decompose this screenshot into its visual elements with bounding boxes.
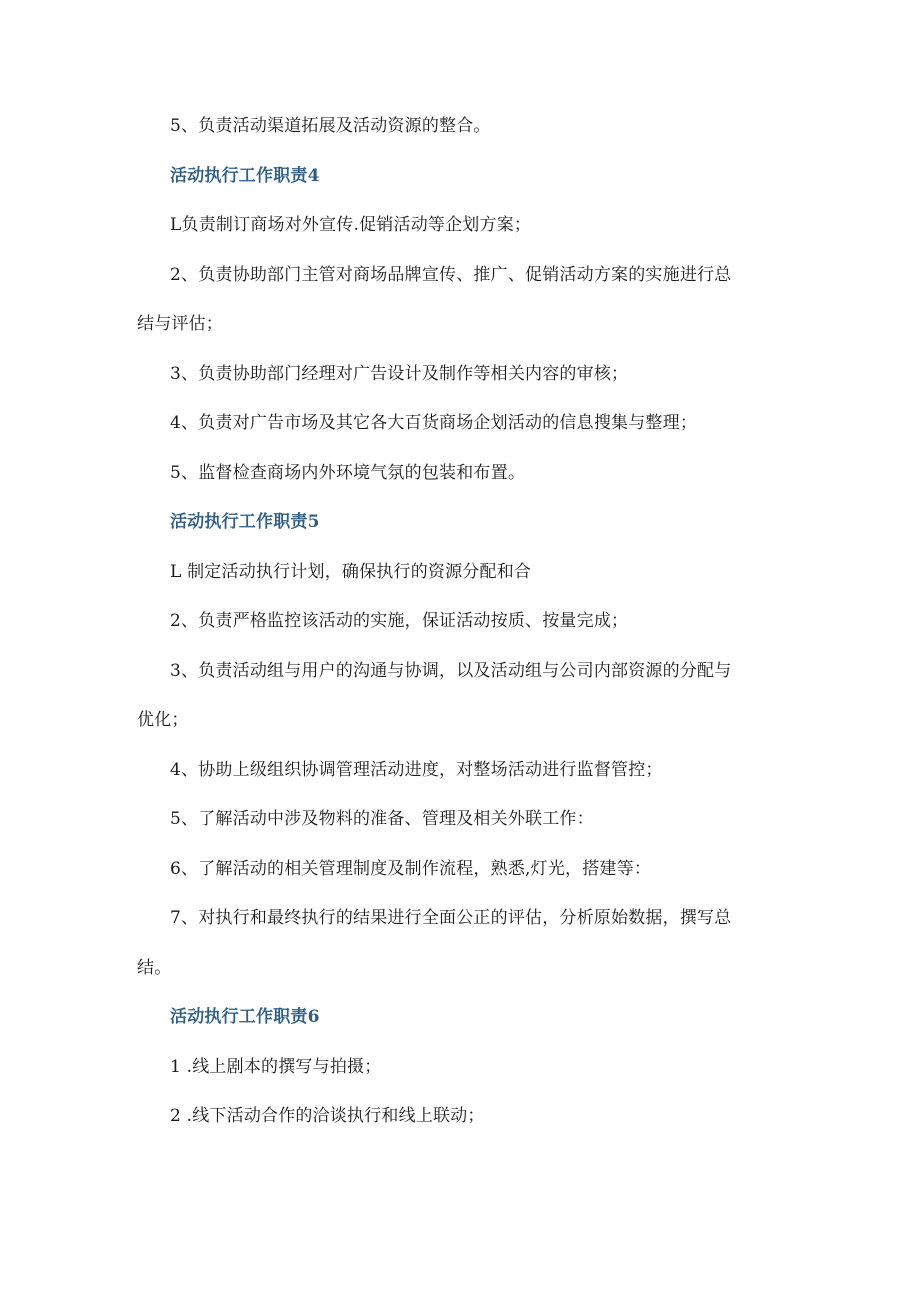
paragraph-continuation: 优化；: [137, 710, 189, 730]
paragraph-continuation: 结。: [137, 957, 172, 978]
section-heading: 活动执行工作职责4: [170, 165, 320, 186]
paragraph-line: 7、对执行和最终执行的结果进行全面公正的评估，分析原始数据，撰写总: [170, 908, 732, 928]
paragraph-line: 1 .线上剧本的撰写与拍摄；: [170, 1056, 382, 1077]
paragraph-line: 2、负责严格监控该活动的实施，保证活动按质、按量完成；: [170, 611, 629, 631]
section-heading: 活动执行工作职责6: [170, 1007, 320, 1027]
paragraph-line: 2 .线下活动合作的洽谈执行和线上联动；: [170, 1106, 485, 1126]
paragraph-line: 3、负责协助部门经理对广告设计及制作等相关内容的审核；: [170, 363, 629, 384]
paragraph-line: 2、负责协助部门主管对商场品牌宣传、推广、促销活动方案的实施进行总: [170, 264, 732, 285]
paragraph-line: 5、监督检查商场内外环境气氛的包装和布置。: [170, 462, 526, 483]
paragraph-line: 6、了解活动的相关管理制度及制作流程，熟悉,灯光，搭建等：: [170, 858, 652, 879]
paragraph-line: L 制定活动执行计划，确保执行的资源分配和合: [170, 561, 532, 582]
document-body: [137, 114, 787, 1128]
paragraph-line: 4、协助上级组织协调管理活动进度，对整场活动进行监督管控；: [170, 759, 663, 780]
paragraph-line: L负责制订商场对外宣传.促销活动等企划方案；: [170, 215, 532, 235]
paragraph-line: 3、负责活动组与用户的沟通与协调，以及活动组与公司内部资源的分配与: [170, 660, 732, 681]
paragraph-continuation: 结与评估；: [137, 314, 223, 334]
paragraph-line: 5、负责活动渠道拓展及活动资源的整合。: [170, 116, 491, 136]
paragraph-line: 4、负责对广告市场及其它各大百货商场企划活动的信息搜集与整理；: [170, 413, 698, 433]
section-heading: 活动执行工作职责5: [170, 512, 320, 532]
paragraph-line: 5、了解活动中涉及物料的准备、管理及相关外联工作：: [170, 809, 594, 829]
